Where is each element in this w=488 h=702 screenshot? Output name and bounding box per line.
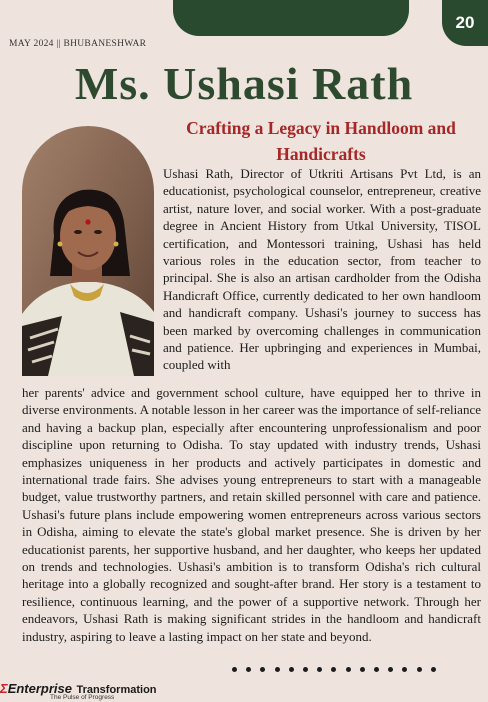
logo-tagline: The Pulse of Progress — [50, 694, 115, 701]
dateline: MAY 2024 || BHUBANESHWAR — [9, 39, 147, 49]
article-subtitle: Crafting a Legacy in Handloom and Handicrafts — [186, 118, 456, 164]
article-intro-paragraph: Ushasi Rath, Director of Utkriti Artisans Pvt Ltd, is an educationist, psychological counselor, entrepreneur, creative artist, nature lover, and social worker. With a post-graduate degree in Ancient History from Utkal University, TISOL certification, and Montessori training, Ushasi has held various roles in the education sector, from teacher to principal. She is also an artisan cardholder from the Odisha Handicraft Office, currently dedicated to her own handloom and handicraft company. Ushasi's journey to success has been marked by overcoming challenges in communication and patience. Her upbringing and experiences in Mumbai, coupled with — [163, 166, 481, 373]
logo-subname: Transformation — [76, 684, 157, 696]
dotted-divider — [232, 664, 436, 674]
top-decorative-tab — [173, 0, 409, 36]
portrait-photo — [22, 126, 154, 376]
article-body-paragraph: her parents' advice and government school culture, have equipped her to thrive in diverse environments. A notable lesson in her career was the importance of self-reliance and having a backup plan, especially after encountering unprofessionalism and poor discipline upon returning to Odisha. To stay updated with industry trends, Ushasi emphasizes uniqueness in her products and actively participates in domestic and international trade fairs. She advises young entrepreneurs to start with a manageable budget, value trustworthy partners, and retain skilled personnel with care and patience. Ushasi's future plans include empowering women entrepreneurs across various sectors in Odisha, aiming to elevate the state's global market presence. She is driven by her educationist parents, her supportive husband, and her daughter, who keeps her updated on trends and technologies. Ushasi's ambition is to transform Odisha's rich cultural heritage into a globally recognized and sought-after brand. Her story is a testament to resilience, continuous learning, and the power of a supportive network. Through her endeavors, Ushasi Rath is making significant strides in the handloom and handicraft industry, aspiring to leave a lasting impact on her state and beyond. — [22, 385, 481, 644]
logo-mark-icon: Σ — [0, 681, 8, 696]
page-number: 20 — [442, 0, 488, 46]
page-title: Ms. Ushasi Rath — [74, 58, 414, 109]
logo-name: Enterprise — [7, 681, 72, 696]
